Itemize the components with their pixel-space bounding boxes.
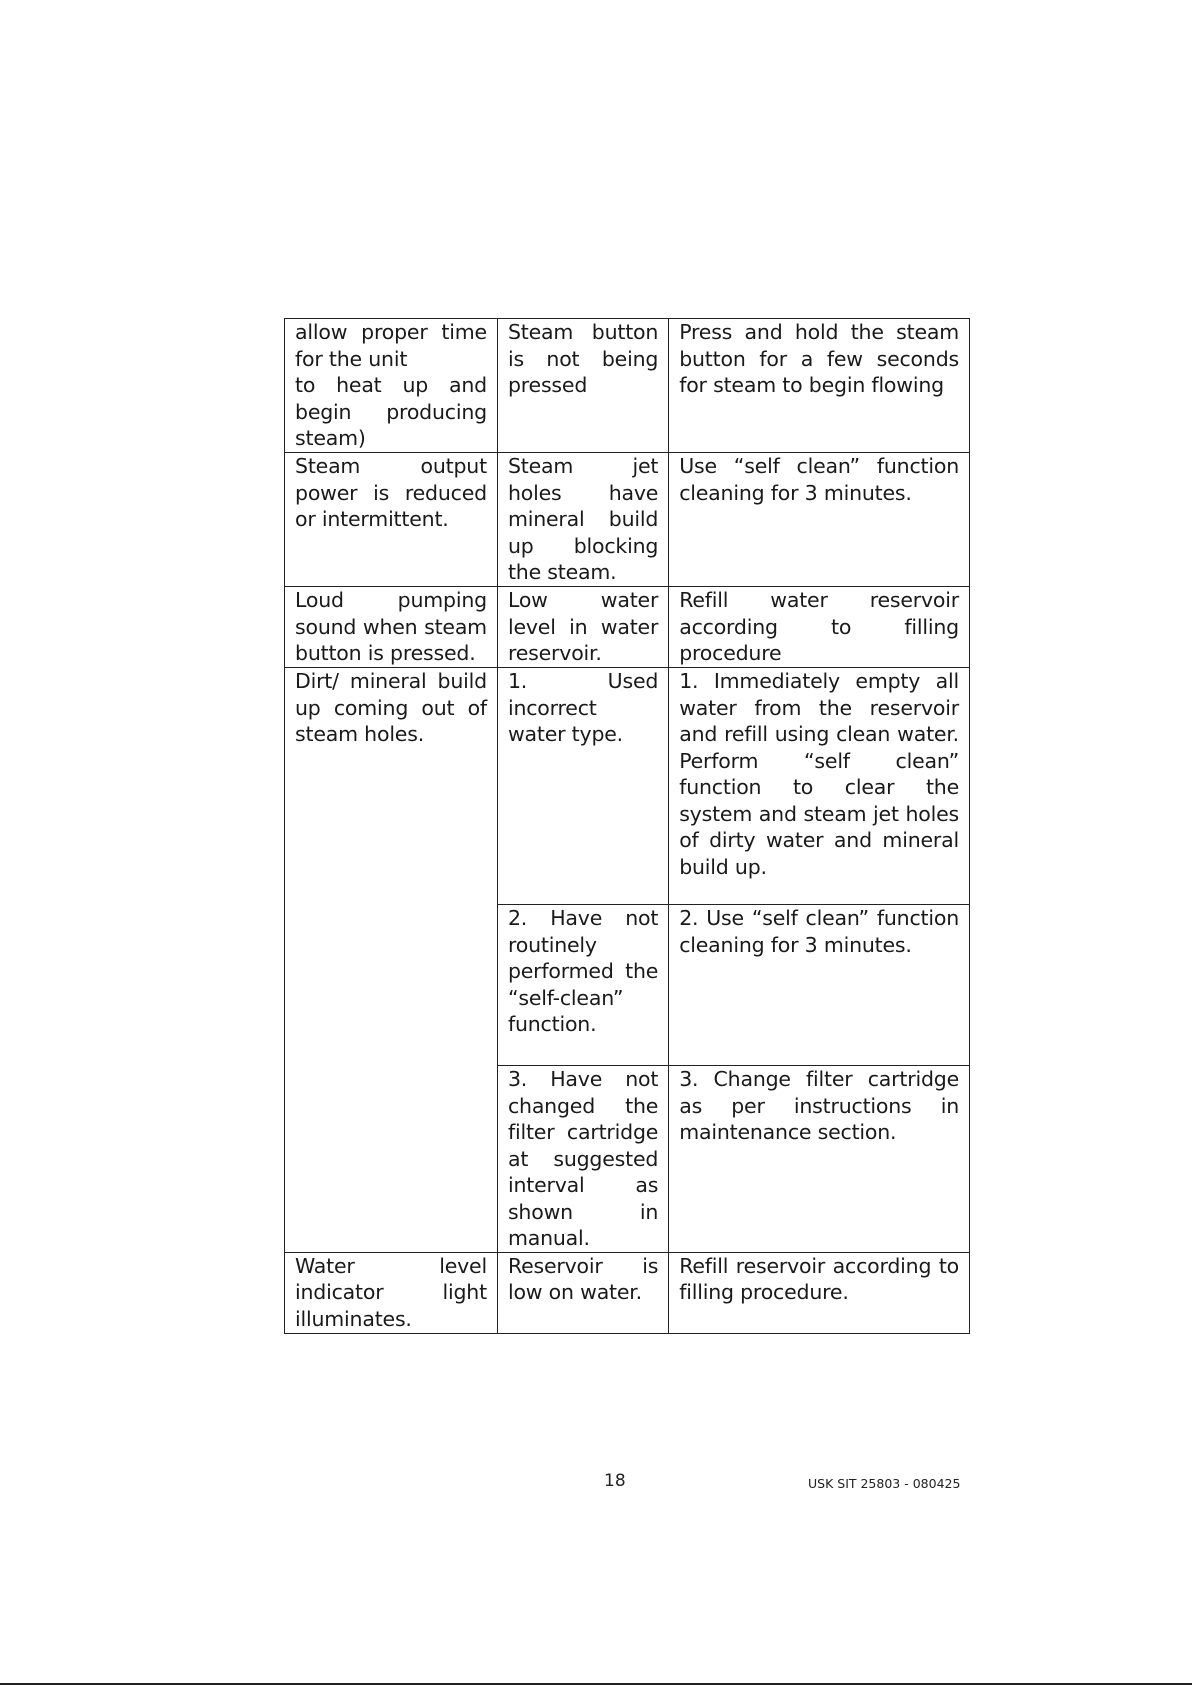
problem-text-line: allow proper time for the unit [295,320,487,371]
table-row [285,587,970,668]
cause-cell: Steam button is not being pressed [497,319,668,453]
solution-cell: 1. Immediately empty all water from the reservoir and refill using clean water. Perform “self clean” function to clear the system and steam jet holes of dirty water and mineral build up. [669,668,970,905]
document-code: USK SIT 25803 - 080425 [808,1476,961,1491]
problem-cell: Steam output power is reduced or intermittent. [285,453,498,587]
solution-cell: Use “self clean” function cleaning for 3 minutes. [669,453,970,587]
solution-cell: Refill water reservoir according to filling procedure [669,587,970,668]
table-row [285,1252,970,1333]
cause-cell: 1. Used incorrect water type. [497,668,668,905]
problem-cell [285,319,498,453]
problem-cell: Dirt/ mineral build up coming out of steam holes. [285,668,498,1253]
cause-cell: 2. Have not routinely performed the “self-clean” function. [497,905,668,1066]
solution-cell: 3. Change filter cartridge as per instructions in maintenance section. [669,1066,970,1253]
cause-cell: 3. Have not changed the filter cartridge at suggested interval as shown in manual. [497,1066,668,1253]
problem-text-line: to heat up and begin producing steam) [295,373,487,450]
solution-cell: Refill reservoir according to filling procedure. [669,1252,970,1333]
solution-cell: Press and hold the steam button for a few seconds for steam to begin flowing [669,319,970,453]
troubleshooting-table [284,318,970,1334]
problem-cell: Loud pumping sound when steam button is pressed. [285,587,498,668]
table-row [285,668,970,905]
page-number: 18 [604,1471,626,1491]
table-row [285,453,970,587]
solution-cell: 2. Use “self clean” function cleaning for 3 minutes. [669,905,970,1066]
problem-cell: Water level indicator light illuminates. [285,1252,498,1333]
table-row [285,319,970,453]
cause-cell: Low water level in water reservoir. [497,587,668,668]
cause-cell: Reservoir is low on water. [497,1252,668,1333]
cause-cell: Steam jet holes have mineral build up blocking the steam. [497,453,668,587]
